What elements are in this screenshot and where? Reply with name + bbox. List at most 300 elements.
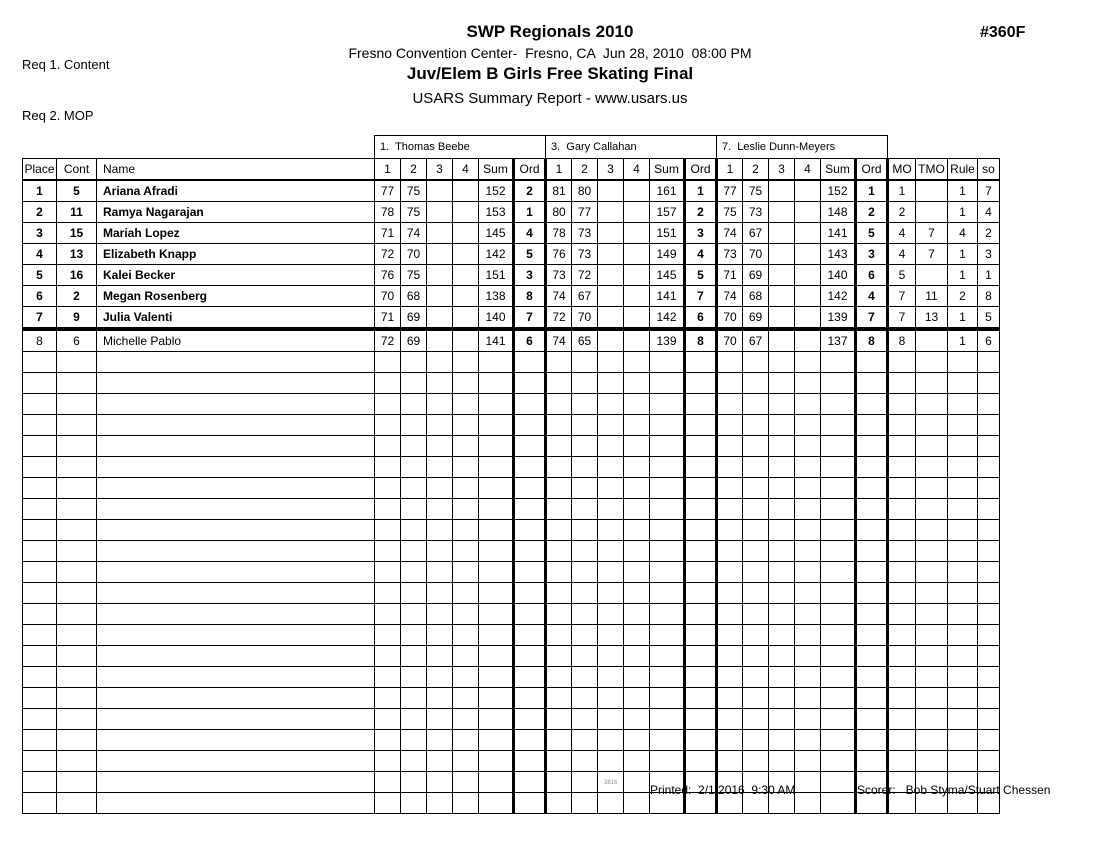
cell-mo: 1	[888, 180, 916, 202]
empty-cell	[572, 520, 598, 541]
empty-cell	[717, 562, 743, 583]
empty-cell	[717, 688, 743, 709]
empty-cell	[856, 583, 888, 604]
empty-cell	[743, 604, 769, 625]
empty-cell	[856, 709, 888, 730]
empty-cell	[821, 772, 856, 793]
empty-cell	[795, 541, 821, 562]
empty-cell	[948, 373, 978, 394]
empty-cell	[572, 730, 598, 751]
empty-cell	[685, 646, 717, 667]
empty-cell	[743, 520, 769, 541]
cell-sum: 142	[821, 286, 856, 307]
empty-cell	[624, 709, 650, 730]
empty-cell	[57, 625, 97, 646]
cell-score: 70	[717, 329, 743, 352]
cell-sum: 148	[821, 202, 856, 223]
cell-ord: 5	[856, 223, 888, 244]
empty-cell	[888, 583, 916, 604]
cell-score: 73	[572, 223, 598, 244]
cell-cont: 9	[57, 307, 97, 330]
empty-row	[23, 478, 1000, 499]
cell-score: 76	[546, 244, 572, 265]
cell-score: 65	[572, 329, 598, 352]
empty-cell	[717, 499, 743, 520]
cell-score: 75	[401, 202, 427, 223]
empty-cell	[57, 541, 97, 562]
col-header-score: 2	[572, 159, 598, 181]
cell-score: 70	[743, 244, 769, 265]
empty-cell	[57, 688, 97, 709]
cell-score	[624, 202, 650, 223]
col-header-score: 1	[375, 159, 401, 181]
empty-cell	[916, 583, 948, 604]
empty-cell	[685, 499, 717, 520]
skater-row	[23, 265, 1000, 286]
cell-ord: 2	[685, 202, 717, 223]
empty-cell	[572, 373, 598, 394]
empty-cell	[769, 562, 795, 583]
col-header-name: Name	[97, 159, 375, 181]
empty-cell	[948, 457, 978, 478]
cell-score	[624, 244, 650, 265]
empty-cell	[97, 520, 375, 541]
empty-cell	[479, 646, 514, 667]
empty-cell	[375, 709, 401, 730]
cell-place: 5	[23, 265, 57, 286]
empty-cell	[514, 499, 546, 520]
cell-so: 5	[978, 307, 1000, 330]
cell-name: Ramya Nagarajan	[97, 202, 375, 223]
cell-place: 4	[23, 244, 57, 265]
cell-sum: 138	[479, 286, 514, 307]
empty-cell	[401, 394, 427, 415]
cell-ord: 3	[685, 223, 717, 244]
empty-cell	[916, 394, 948, 415]
empty-cell	[650, 709, 685, 730]
cell-score	[453, 307, 479, 330]
empty-cell	[479, 793, 514, 814]
empty-cell	[888, 604, 916, 625]
empty-cell	[978, 394, 1000, 415]
judge-row-spacer-left	[23, 136, 375, 159]
empty-cell	[453, 478, 479, 499]
empty-cell	[401, 373, 427, 394]
empty-cell	[624, 583, 650, 604]
empty-cell	[685, 520, 717, 541]
cell-score	[453, 329, 479, 352]
cell-mo: 2	[888, 202, 916, 223]
empty-cell	[97, 667, 375, 688]
cell-score: 74	[717, 286, 743, 307]
empty-cell	[743, 541, 769, 562]
empty-cell	[743, 730, 769, 751]
skater-row	[23, 329, 1000, 352]
empty-cell	[97, 562, 375, 583]
skater-row	[23, 307, 1000, 330]
empty-row	[23, 457, 1000, 478]
empty-cell	[427, 394, 453, 415]
cell-score	[769, 202, 795, 223]
empty-cell	[624, 688, 650, 709]
empty-cell	[717, 583, 743, 604]
empty-cell	[888, 688, 916, 709]
empty-cell	[401, 520, 427, 541]
empty-cell	[453, 520, 479, 541]
cell-rule: 1	[948, 329, 978, 352]
empty-cell	[401, 667, 427, 688]
empty-cell	[948, 709, 978, 730]
empty-cell	[888, 373, 916, 394]
empty-cell	[479, 751, 514, 772]
empty-cell	[948, 730, 978, 751]
col-header-cont: Cont	[57, 159, 97, 181]
empty-cell	[948, 352, 978, 373]
cell-score: 74	[401, 223, 427, 244]
col-header-score: Sum	[650, 159, 685, 181]
empty-cell	[546, 667, 572, 688]
empty-cell	[888, 541, 916, 562]
cell-sum: 161	[650, 180, 685, 202]
empty-cell	[717, 625, 743, 646]
cell-ord: 5	[685, 265, 717, 286]
empty-row	[23, 604, 1000, 625]
judge-name-header-1: 1. Thomas Beebe	[375, 136, 546, 159]
empty-cell	[401, 352, 427, 373]
cell-score	[598, 223, 624, 244]
cell-score	[427, 223, 453, 244]
col-header-score: 2	[743, 159, 769, 181]
empty-cell	[795, 520, 821, 541]
empty-cell	[514, 646, 546, 667]
cell-score: 72	[572, 265, 598, 286]
col-header-ord: Ord	[685, 159, 717, 181]
empty-cell	[743, 562, 769, 583]
empty-cell	[427, 730, 453, 751]
empty-cell	[401, 457, 427, 478]
empty-cell	[978, 667, 1000, 688]
empty-cell	[916, 667, 948, 688]
cell-sum: 142	[479, 244, 514, 265]
empty-row	[23, 436, 1000, 457]
empty-cell	[624, 373, 650, 394]
cell-ord: 2	[856, 202, 888, 223]
empty-cell	[97, 478, 375, 499]
empty-cell	[717, 457, 743, 478]
cell-score: 80	[546, 202, 572, 223]
cell-score	[598, 329, 624, 352]
cell-score	[427, 265, 453, 286]
empty-cell	[514, 436, 546, 457]
cell-name: Ariana Afradi	[97, 180, 375, 202]
empty-cell	[650, 520, 685, 541]
cell-score: 71	[375, 307, 401, 330]
empty-cell	[375, 793, 401, 814]
cell-score: 71	[717, 265, 743, 286]
empty-cell	[888, 730, 916, 751]
empty-cell	[888, 352, 916, 373]
event-number: #360F	[980, 24, 1026, 41]
empty-cell	[23, 772, 57, 793]
empty-cell	[97, 499, 375, 520]
cell-place: 8	[23, 329, 57, 352]
empty-row	[23, 394, 1000, 415]
empty-cell	[795, 478, 821, 499]
empty-cell	[546, 457, 572, 478]
empty-cell	[948, 583, 978, 604]
empty-cell	[401, 793, 427, 814]
empty-cell	[97, 394, 375, 415]
empty-cell	[948, 541, 978, 562]
empty-cell	[717, 541, 743, 562]
col-header-tmo: TMO	[916, 159, 948, 181]
empty-cell	[856, 520, 888, 541]
empty-cell	[453, 583, 479, 604]
cell-score: 68	[743, 286, 769, 307]
empty-cell	[427, 352, 453, 373]
empty-cell	[427, 499, 453, 520]
empty-cell	[546, 478, 572, 499]
cell-score	[427, 244, 453, 265]
empty-cell	[401, 436, 427, 457]
empty-cell	[546, 730, 572, 751]
empty-cell	[856, 730, 888, 751]
empty-cell	[375, 730, 401, 751]
empty-cell	[546, 415, 572, 436]
empty-cell	[743, 646, 769, 667]
empty-cell	[401, 730, 427, 751]
empty-cell	[685, 352, 717, 373]
empty-cell	[57, 709, 97, 730]
empty-cell	[97, 583, 375, 604]
empty-cell	[624, 751, 650, 772]
empty-cell	[514, 709, 546, 730]
cell-sum: 139	[650, 329, 685, 352]
empty-cell	[743, 457, 769, 478]
cell-score	[769, 244, 795, 265]
empty-cell	[743, 688, 769, 709]
cell-ord: 6	[856, 265, 888, 286]
empty-cell	[978, 604, 1000, 625]
empty-cell	[598, 730, 624, 751]
empty-cell	[769, 436, 795, 457]
empty-cell	[453, 562, 479, 583]
cell-score	[427, 180, 453, 202]
cell-score	[795, 202, 821, 223]
empty-cell	[856, 436, 888, 457]
cell-score: 67	[743, 329, 769, 352]
empty-cell	[717, 709, 743, 730]
empty-cell	[717, 436, 743, 457]
cell-score	[769, 329, 795, 352]
empty-cell	[743, 373, 769, 394]
page-title: SWP Regionals 2010	[466, 22, 634, 41]
empty-cell	[23, 583, 57, 604]
empty-cell	[769, 667, 795, 688]
col-header-so: so	[978, 159, 1000, 181]
col-header-score: Sum	[479, 159, 514, 181]
empty-cell	[453, 688, 479, 709]
cell-name: Elizabeth Knapp	[97, 244, 375, 265]
empty-cell	[23, 520, 57, 541]
empty-cell	[427, 457, 453, 478]
empty-cell	[514, 667, 546, 688]
cell-score	[453, 244, 479, 265]
cell-ord: 6	[685, 307, 717, 330]
empty-cell	[978, 583, 1000, 604]
cell-score	[624, 265, 650, 286]
empty-cell	[916, 730, 948, 751]
empty-cell	[427, 415, 453, 436]
empty-cell	[685, 394, 717, 415]
col-header-ord: Ord	[856, 159, 888, 181]
empty-cell	[821, 688, 856, 709]
empty-cell	[453, 541, 479, 562]
cell-score	[795, 286, 821, 307]
empty-cell	[769, 646, 795, 667]
cell-name: Mariah Lopez	[97, 223, 375, 244]
scorer-label: Scorer: Bob Styma/Stuart Chessen	[857, 783, 1051, 797]
empty-cell	[546, 373, 572, 394]
cell-ord: 2	[514, 180, 546, 202]
cell-sum: 151	[479, 265, 514, 286]
empty-row	[23, 709, 1000, 730]
empty-cell	[685, 457, 717, 478]
empty-cell	[572, 709, 598, 730]
cell-score: 67	[743, 223, 769, 244]
empty-cell	[546, 520, 572, 541]
empty-cell	[650, 583, 685, 604]
empty-cell	[795, 730, 821, 751]
empty-cell	[650, 415, 685, 436]
cell-score: 77	[572, 202, 598, 223]
cell-score	[769, 286, 795, 307]
empty-cell	[97, 730, 375, 751]
empty-cell	[795, 415, 821, 436]
empty-cell	[685, 604, 717, 625]
req-line-2: Req 2. MOP	[22, 108, 94, 123]
cell-so: 7	[978, 180, 1000, 202]
empty-row	[23, 646, 1000, 667]
empty-cell	[888, 520, 916, 541]
cell-score: 69	[743, 265, 769, 286]
empty-cell	[685, 478, 717, 499]
empty-cell	[546, 562, 572, 583]
empty-cell	[514, 457, 546, 478]
empty-cell	[479, 415, 514, 436]
empty-cell	[888, 562, 916, 583]
empty-cell	[572, 646, 598, 667]
empty-cell	[453, 667, 479, 688]
empty-cell	[453, 436, 479, 457]
empty-cell	[57, 436, 97, 457]
empty-cell	[572, 604, 598, 625]
cell-score	[453, 265, 479, 286]
empty-cell	[978, 730, 1000, 751]
empty-cell	[821, 352, 856, 373]
empty-cell	[514, 583, 546, 604]
empty-cell	[427, 625, 453, 646]
col-header-rule: Rule	[948, 159, 978, 181]
empty-cell	[479, 562, 514, 583]
cell-score	[624, 329, 650, 352]
cell-score	[598, 202, 624, 223]
results-table	[22, 135, 1000, 814]
empty-cell	[650, 394, 685, 415]
cell-sum: 152	[821, 180, 856, 202]
cell-sum: 149	[650, 244, 685, 265]
empty-cell	[479, 373, 514, 394]
empty-cell	[978, 478, 1000, 499]
empty-cell	[795, 688, 821, 709]
cell-score	[769, 223, 795, 244]
empty-cell	[795, 709, 821, 730]
cell-ord: 8	[514, 286, 546, 307]
empty-cell	[453, 772, 479, 793]
empty-cell	[795, 499, 821, 520]
cell-mo: 8	[888, 329, 916, 352]
printed-label: Printed: 2/1/2016 9:30 AM	[650, 783, 796, 797]
cell-sum: 141	[650, 286, 685, 307]
empty-cell	[598, 562, 624, 583]
empty-cell	[375, 415, 401, 436]
empty-cell	[375, 646, 401, 667]
empty-cell	[479, 772, 514, 793]
cell-score	[427, 307, 453, 330]
empty-cell	[821, 751, 856, 772]
empty-cell	[57, 499, 97, 520]
empty-cell	[978, 646, 1000, 667]
empty-cell	[375, 772, 401, 793]
col-header-score: Sum	[821, 159, 856, 181]
empty-cell	[23, 457, 57, 478]
empty-cell	[743, 394, 769, 415]
empty-cell	[598, 436, 624, 457]
cell-score	[624, 286, 650, 307]
empty-cell	[514, 352, 546, 373]
cell-cont: 13	[57, 244, 97, 265]
cell-so: 4	[978, 202, 1000, 223]
cell-score: 69	[743, 307, 769, 330]
empty-cell	[821, 415, 856, 436]
empty-cell	[978, 688, 1000, 709]
empty-cell	[572, 751, 598, 772]
empty-cell	[769, 730, 795, 751]
empty-cell	[401, 499, 427, 520]
empty-cell	[795, 436, 821, 457]
empty-cell	[453, 604, 479, 625]
cell-score: 72	[375, 244, 401, 265]
cell-cont: 15	[57, 223, 97, 244]
empty-cell	[514, 772, 546, 793]
empty-cell	[514, 625, 546, 646]
empty-cell	[514, 373, 546, 394]
empty-cell	[375, 478, 401, 499]
empty-cell	[916, 352, 948, 373]
empty-cell	[23, 415, 57, 436]
empty-cell	[769, 520, 795, 541]
empty-cell	[375, 457, 401, 478]
empty-cell	[57, 793, 97, 814]
empty-cell	[546, 646, 572, 667]
empty-cell	[769, 373, 795, 394]
empty-cell	[978, 520, 1000, 541]
empty-cell	[821, 478, 856, 499]
empty-cell	[598, 499, 624, 520]
col-header-ord: Ord	[514, 159, 546, 181]
empty-cell	[685, 709, 717, 730]
empty-cell	[572, 625, 598, 646]
